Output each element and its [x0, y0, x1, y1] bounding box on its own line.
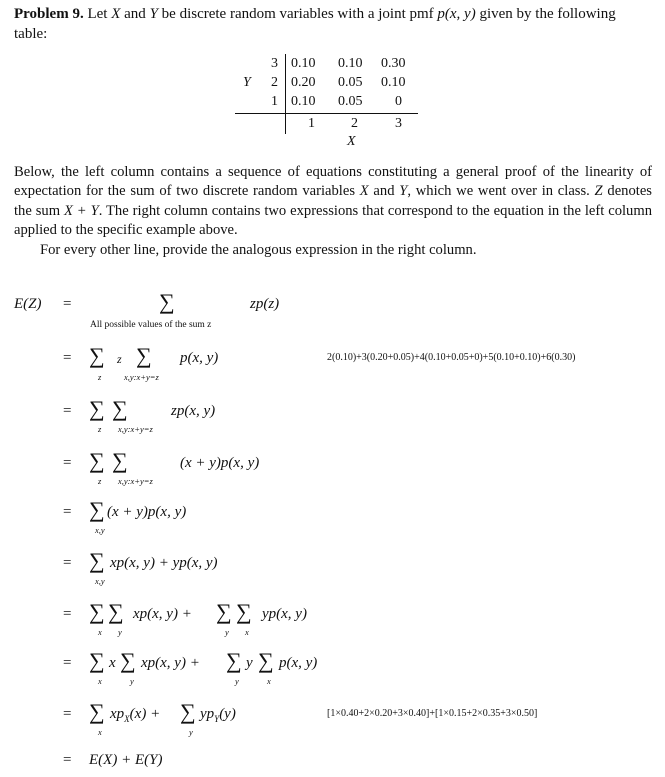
proof-term: zp(x, y)	[171, 403, 216, 419]
equals-sign: =	[63, 655, 72, 671]
proof-term: xp(x, y) +	[133, 606, 192, 622]
table-cell: 0.10	[291, 94, 316, 109]
equals-sign: =	[63, 606, 72, 622]
rhs-expression: [1×0.40+2×0.20+3×0.40]+[1×0.15+2×0.35+3×0.50]	[327, 708, 538, 719]
sum-subscript: x	[98, 727, 102, 737]
sum-subscript: y	[130, 676, 134, 686]
sum-subscript: x	[98, 676, 102, 686]
proof-term: p(x, y)	[279, 655, 318, 671]
equals-sign: =	[63, 403, 72, 419]
sum-subscript: x,y:x+y=z	[124, 372, 159, 382]
proof-term: p(x, y)	[180, 350, 219, 366]
sum-symbol: ∑	[159, 289, 175, 314]
table-cell: 0.05	[338, 75, 363, 90]
sum-symbol: ∑	[136, 343, 152, 368]
table-cell: 0.10	[338, 56, 363, 71]
table-x-label: X	[347, 134, 356, 149]
sum-symbol: ∑	[112, 448, 128, 473]
table-cell: 0.20	[291, 75, 316, 90]
sum-subscript: y	[225, 627, 229, 637]
table-y-value: 2	[271, 75, 278, 90]
proof-term: (x + y)p(x, y)	[107, 504, 187, 520]
table-y-value: 3	[271, 56, 278, 71]
sum-symbol: ∑	[89, 599, 105, 624]
table-x-value: 2	[351, 116, 358, 131]
proof-term: zp(z)	[250, 296, 280, 312]
sum-symbol: ∑	[89, 548, 105, 573]
proof-term: E(X) + E(Y)	[89, 752, 163, 768]
sum-subscript: y	[118, 627, 122, 637]
equals-sign: =	[63, 504, 72, 520]
table-y-label: Y	[243, 75, 251, 90]
sum-subscript: x,y:x+y=z	[118, 424, 153, 434]
problem-text: Let X and Y be discrete random variables with a joint pmf p(x, y) given by the following table:	[14, 6, 616, 42]
sum-symbol: ∑	[89, 396, 105, 421]
sum-subscript: x,y	[95, 525, 105, 535]
table-horizontal-rule	[235, 113, 418, 114]
sum-subscript: z	[98, 476, 102, 486]
equals-sign: =	[63, 706, 72, 722]
table-vertical-rule	[285, 54, 286, 134]
proof-lhs: E(Z)	[14, 296, 42, 312]
sum-symbol: ∑	[216, 599, 232, 624]
pmf-table	[235, 54, 420, 154]
sum-subscript: y	[189, 727, 193, 737]
table-cell: 0.10	[291, 56, 316, 71]
sum-subscript: z	[98, 424, 102, 434]
proof-term: xp(x, y) +	[141, 655, 200, 671]
sum-subscript: y	[235, 676, 239, 686]
sum-subscript: x,y:x+y=z	[118, 476, 153, 486]
table-cell: 0.10	[381, 75, 406, 90]
paragraph-task: For every other line, provide the analogous expression in the right column.	[40, 241, 477, 258]
equals-sign: =	[63, 555, 72, 571]
table-cell: 0.05	[338, 94, 363, 109]
sum-symbol: ∑	[180, 699, 196, 724]
instructions-paragraph	[14, 163, 652, 260]
sum-symbol: ∑	[89, 497, 105, 522]
equals-sign: =	[63, 455, 72, 471]
proof-term: x	[109, 655, 116, 671]
table-cell: 0	[395, 94, 402, 109]
equals-sign: =	[63, 296, 72, 312]
paragraph-main: Below, the left column contains a sequence of equations constituting a general proof of the linearity of expectation for the sum of two discrete random variables X and Y, which we went over in class. Z denotes the sum X + Y. The right column contains two expressions that correspond to the equation in the left column applied to the specific example above.	[14, 164, 652, 239]
sum-symbol: ∑	[108, 599, 124, 624]
proof-term: (x + y)p(x, y)	[180, 455, 260, 471]
table-cell: 0.30	[381, 56, 406, 71]
proof-term: y	[246, 655, 253, 671]
sum-subscript: x,y	[95, 576, 105, 586]
sum-subscript: x	[98, 627, 102, 637]
rhs-expression: 2(0.10)+3(0.20+0.05)+4(0.10+0.05+0)+5(0.10+0.10)+6(0.30)	[327, 352, 576, 363]
proof-term: z	[117, 352, 122, 366]
proof-term: xp(x, y) + yp(x, y)	[110, 555, 218, 571]
equals-sign: =	[63, 350, 72, 366]
sum-symbol: ∑	[236, 599, 252, 624]
sum-subscript-note: All possible values of the sum z	[90, 320, 212, 330]
sum-subscript: x	[245, 627, 249, 637]
proof-term: $yp_Y(y)$	[200, 706, 236, 724]
problem-statement	[14, 4, 650, 44]
table-y-value: 1	[271, 94, 278, 109]
table-x-value: 3	[395, 116, 402, 131]
sum-symbol: ∑	[89, 448, 105, 473]
proof-term: $xp_X(x)$ +	[110, 706, 161, 724]
sum-symbol: ∑	[258, 648, 274, 673]
sum-symbol: ∑	[226, 648, 242, 673]
table-x-value: 1	[308, 116, 315, 131]
sum-symbol: ∑	[112, 396, 128, 421]
equals-sign: =	[63, 752, 72, 768]
sum-symbol: ∑	[120, 648, 136, 673]
problem-label: Problem 9.	[14, 6, 84, 22]
sum-subscript: z	[98, 372, 102, 382]
sum-subscript: x	[267, 676, 271, 686]
proof-term: yp(x, y)	[262, 606, 307, 622]
sum-symbol: ∑	[89, 648, 105, 673]
sum-symbol: ∑	[89, 343, 105, 368]
sum-symbol: ∑	[89, 699, 105, 724]
